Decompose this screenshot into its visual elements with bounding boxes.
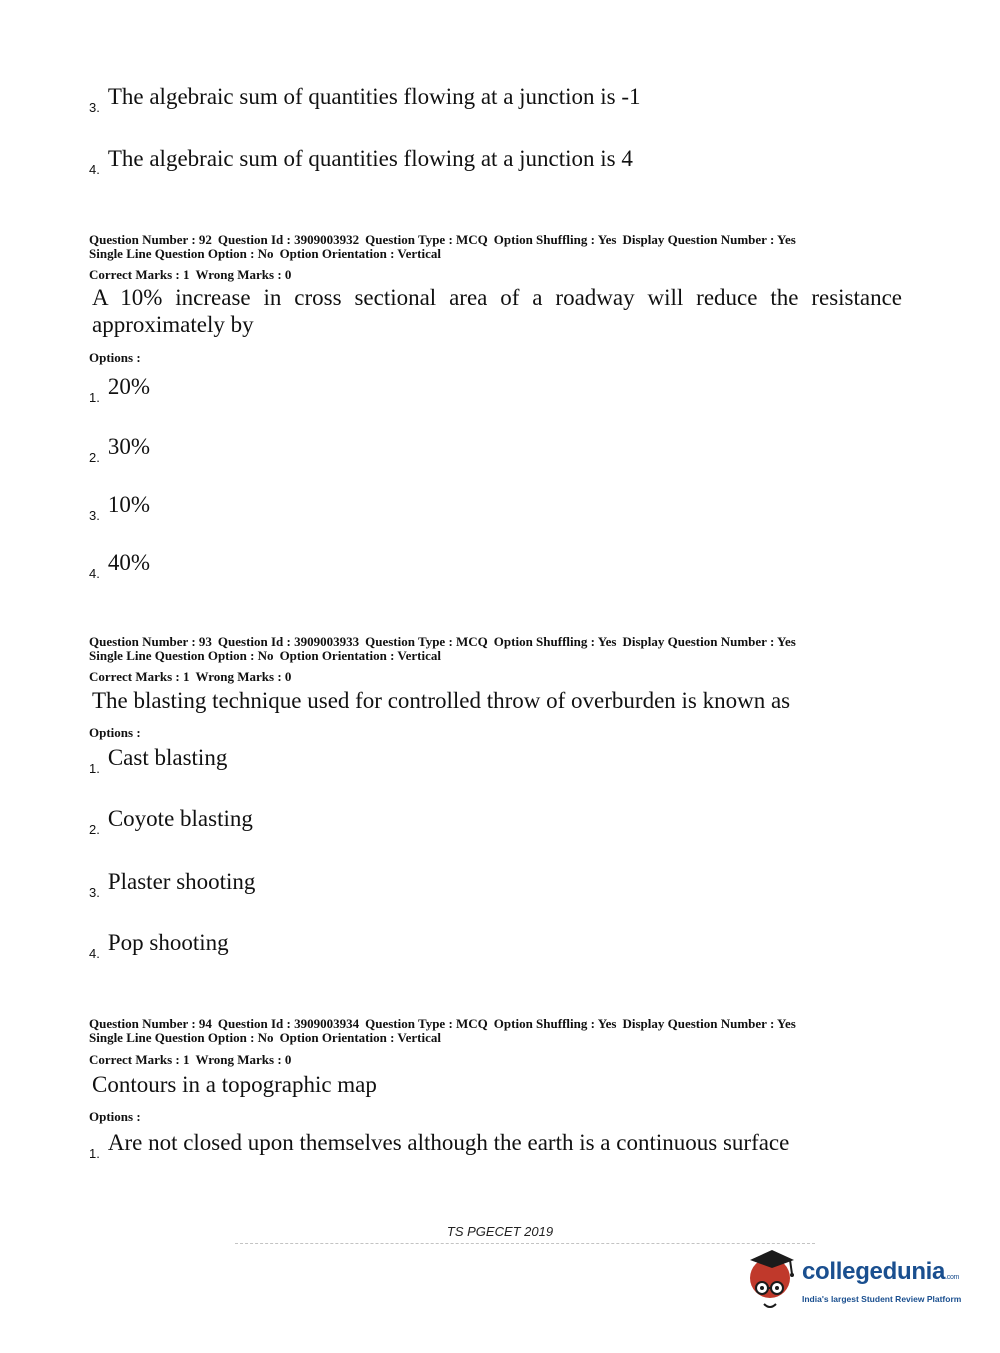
- display-question-number: Display Question Number : Yes: [622, 232, 796, 247]
- single-line-option: Single Line Question Option : No: [89, 246, 274, 261]
- prev-option-3: [89, 84, 641, 115]
- option-shuffling: Option Shuffling : Yes: [493, 634, 617, 649]
- option-text: 10%: [107, 492, 151, 517]
- option-number: 1.: [89, 761, 100, 776]
- question-type: Question Type : MCQ: [365, 232, 488, 247]
- q93-marks: [89, 669, 297, 685]
- question-type: Question Type : MCQ: [365, 634, 488, 649]
- q93-options-label: Options :: [89, 725, 141, 740]
- option-text: Pop shooting: [107, 930, 229, 955]
- option-shuffling: Option Shuffling : Yes: [493, 232, 617, 247]
- option-text: The algebraic sum of quantities flowing at a junction is 4: [107, 146, 633, 171]
- display-question-number: Display Question Number : Yes: [622, 634, 796, 649]
- footer-divider: [235, 1243, 815, 1244]
- q92-option-1: [89, 374, 151, 405]
- option-text: 20%: [107, 374, 151, 399]
- q92-options-label: Options :: [89, 350, 141, 365]
- option-orientation: Option Orientation : Vertical: [279, 648, 441, 663]
- question-type: Question Type : MCQ: [365, 1016, 488, 1031]
- q92-question-text: A 10% increase in cross sectional area of a roadway will reduce the resistance approximately by: [92, 285, 902, 337]
- option-text: 40%: [107, 550, 151, 575]
- footer-exam-title: TS PGECET 2019: [446, 1224, 554, 1239]
- logo-tagline: India's largest Student Review Platform: [802, 1294, 962, 1304]
- question-number: Question Number : 93: [89, 634, 212, 649]
- option-number: 3.: [89, 885, 100, 900]
- option-number: 1.: [89, 1146, 100, 1161]
- correct-marks: Correct Marks : 1: [89, 669, 190, 684]
- question-number: Question Number : 94: [89, 1016, 212, 1031]
- q93-meta: [89, 635, 802, 663]
- single-line-option: Single Line Question Option : No: [89, 1030, 274, 1045]
- q94-meta: [89, 1017, 802, 1045]
- option-number: 3.: [89, 508, 100, 523]
- option-orientation: Option Orientation : Vertical: [279, 1030, 441, 1045]
- option-number: 4.: [89, 946, 100, 961]
- logo-tld: .com: [945, 1274, 960, 1281]
- collegedunia-logo: [740, 1244, 970, 1314]
- q94-question-text: Contours in a topographic map: [92, 1072, 377, 1097]
- option-number: 1.: [89, 390, 100, 405]
- option-number: 3.: [89, 100, 100, 115]
- option-text: Coyote blasting: [107, 806, 253, 831]
- option-text: 30%: [107, 434, 151, 459]
- wrong-marks: Wrong Marks : 0: [195, 267, 292, 282]
- q92-option-3: [89, 492, 151, 523]
- prev-option-4: [89, 146, 633, 177]
- q92-meta: [89, 233, 802, 261]
- q92-option-2: [89, 434, 151, 465]
- q94-option-1: [89, 1130, 790, 1161]
- q93-option-2: [89, 806, 253, 837]
- display-question-number: Display Question Number : Yes: [622, 1016, 796, 1031]
- q93-question-text: The blasting technique used for controlled throw of overburden is known as: [92, 688, 791, 713]
- option-number: 4.: [89, 162, 100, 177]
- question-id: Question Id : 3909003932: [217, 232, 360, 247]
- option-text: Plaster shooting: [107, 869, 256, 894]
- single-line-option: Single Line Question Option : No: [89, 648, 274, 663]
- q93-option-1: [89, 745, 228, 776]
- option-text: Cast blasting: [107, 745, 228, 770]
- q94-marks: [89, 1052, 297, 1068]
- q94-options-label: Options :: [89, 1109, 141, 1124]
- option-number: 2.: [89, 822, 100, 837]
- question-id: Question Id : 3909003933: [217, 634, 360, 649]
- wrong-marks: Wrong Marks : 0: [195, 669, 292, 684]
- logo-wordmark: [802, 1258, 959, 1286]
- question-number: Question Number : 92: [89, 232, 212, 247]
- q93-option-3: [89, 869, 256, 900]
- option-text: The algebraic sum of quantities flowing at a junction is -1: [107, 84, 641, 109]
- correct-marks: Correct Marks : 1: [89, 1052, 190, 1067]
- q92-marks: [89, 267, 297, 283]
- option-orientation: Option Orientation : Vertical: [279, 246, 441, 261]
- option-number: 2.: [89, 450, 100, 465]
- logo-name-text: collegedunia: [802, 1258, 946, 1285]
- question-id: Question Id : 3909003934: [217, 1016, 360, 1031]
- option-shuffling: Option Shuffling : Yes: [493, 1016, 617, 1031]
- correct-marks: Correct Marks : 1: [89, 267, 190, 282]
- option-number: 4.: [89, 566, 100, 581]
- q93-option-4: [89, 930, 229, 961]
- q92-option-4: [89, 550, 151, 581]
- wrong-marks: Wrong Marks : 0: [195, 1052, 292, 1067]
- option-text: Are not closed upon themselves although the earth is a continuous surface: [107, 1130, 790, 1155]
- mascot-icon: [740, 1244, 802, 1314]
